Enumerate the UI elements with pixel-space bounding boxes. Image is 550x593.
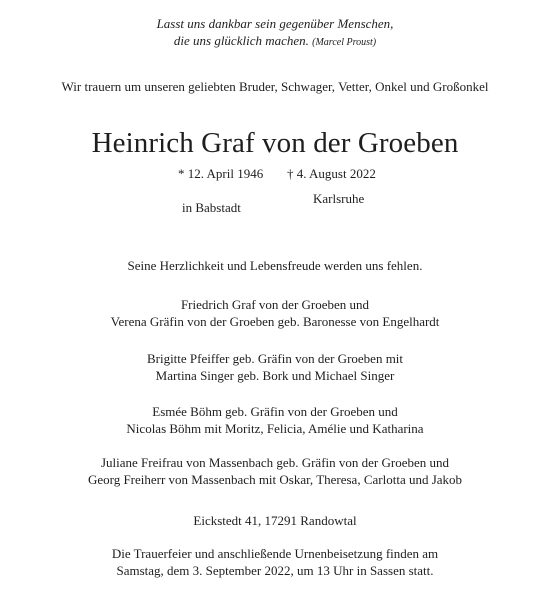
mourner-1-line-2: Verena Gräfin von der Groeben geb. Baronesse von Engelhardt bbox=[110, 314, 440, 329]
mourner-2-line-1: Brigitte Pfeiffer geb. Gräfin von der Groeben mit bbox=[146, 351, 404, 366]
intro-text: Wir trauern um unseren geliebten Bruder, Schwager, Vetter, Onkel und Großonkel bbox=[61, 79, 489, 94]
deceased-name: Heinrich Graf von der Groeben bbox=[91, 127, 459, 159]
mourner-4-line-2: Georg Freiherr von Massenbach mit Oskar, Theresa, Carlotta und Jakob bbox=[87, 472, 463, 487]
death-date: † 4. August 2022 bbox=[287, 166, 376, 181]
motto-text-2: die uns glücklich machen. bbox=[173, 33, 309, 48]
birth-date: * 12. April 1946 bbox=[178, 166, 264, 181]
mourner-3-line-2: Nicolas Böhm mit Moritz, Felicia, Amélie und Katharina bbox=[126, 421, 424, 436]
mourner-4-line-1: Juliane Freifrau von Massenbach geb. Gräfin von der Groeben und bbox=[100, 455, 449, 470]
service-line-2: Samstag, dem 3. September 2022, um 13 Uhr in Sassen statt. bbox=[116, 563, 434, 578]
tribute-text: Seine Herzlichkeit und Lebensfreude werden uns fehlen. bbox=[127, 258, 423, 273]
family-address: Eickstedt 41, 17291 Randowtal bbox=[193, 513, 357, 528]
mourner-1-line-1: Friedrich Graf von der Groeben und bbox=[180, 297, 370, 312]
death-place: Karlsruhe bbox=[313, 191, 365, 206]
motto-author: (Marcel Proust) bbox=[312, 37, 377, 48]
mourner-2-line-2: Martina Singer geb. Bork und Michael Singer bbox=[155, 368, 395, 383]
motto-line-2 bbox=[0, 33, 550, 51]
motto-line-1 bbox=[0, 16, 550, 32]
motto-text-1: Lasst uns dankbar sein gegenüber Menschen, bbox=[156, 16, 394, 31]
service-line-1: Die Trauerfeier und anschließende Urnenbeisetzung finden am bbox=[111, 546, 439, 561]
mourner-3-line-1: Esmée Böhm geb. Gräfin von der Groeben und bbox=[152, 404, 398, 419]
birth-place: in Babstadt bbox=[182, 200, 241, 215]
